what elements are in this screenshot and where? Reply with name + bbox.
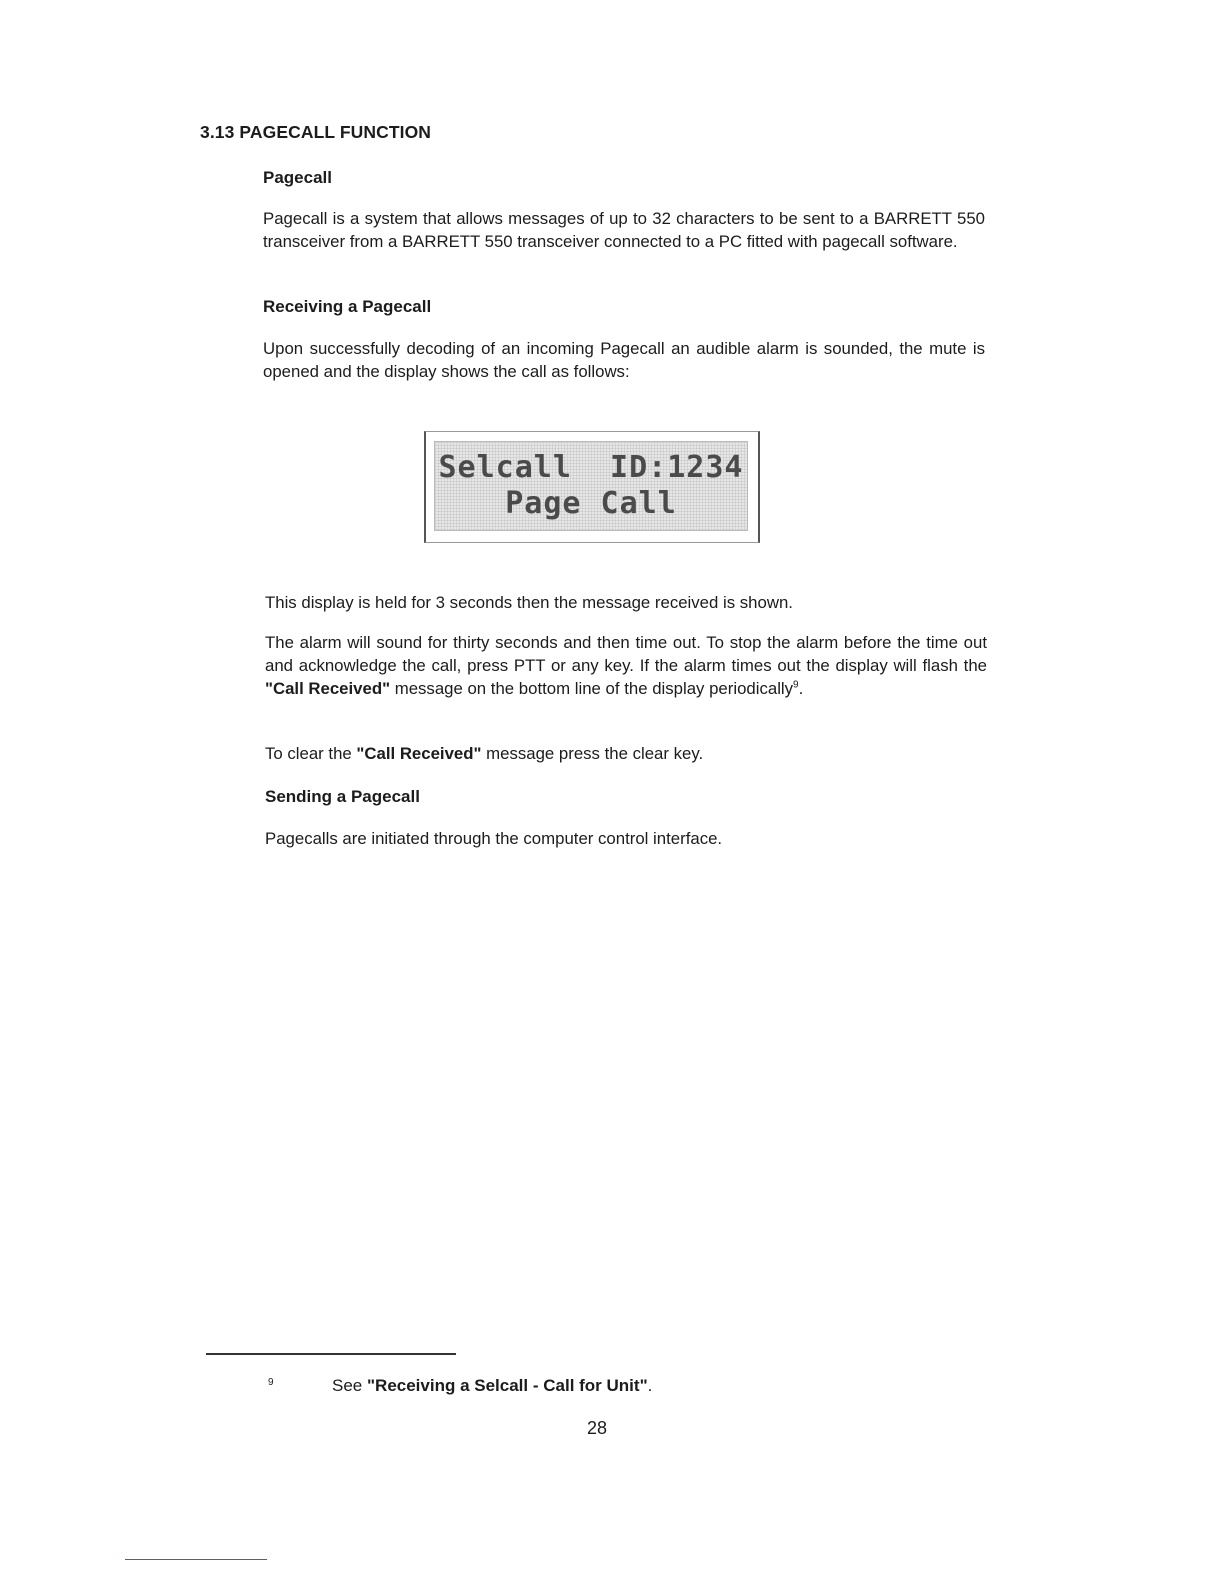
footnote-reference: 9 (793, 679, 799, 691)
receiving-heading: Receiving a Pagecall (263, 297, 432, 316)
footnote-number: 9 (268, 1377, 274, 1388)
lcd-line-1: Selcall ID:1234 (438, 450, 744, 485)
alarm-text-2: message on the bottom line of the display periodically (390, 679, 794, 698)
footnote-suffix: . (647, 1376, 653, 1395)
alarm-text-1: The alarm will sound for thirty seconds and then time out. To stop the alarm before the time out and acknowledge the call, press PTT or any key. If the alarm times out the display will flash the (265, 633, 987, 675)
call-received-term: "Call Received" (265, 679, 391, 698)
clear-paragraph (265, 742, 987, 765)
call-received-term-2: "Call Received" (356, 744, 482, 763)
clear-text-1: To clear the (265, 744, 357, 763)
alarm-paragraph (265, 631, 987, 700)
sending-heading: Sending a Pagecall (265, 787, 420, 806)
pagecall-body: Pagecall is a system that allows messages of up to 32 characters to be sent to a BARRETT 550 transceiver from a BARRETT 550 transceiver connected to a PC fitted with pagecall software. (263, 209, 985, 251)
footnote-bold: "Receiving a Selcall - Call for Unit" (366, 1376, 648, 1395)
bottom-divider (125, 1559, 267, 1560)
alarm-text-end: . (798, 679, 804, 698)
lcd-screen (434, 441, 748, 531)
footnote-text (332, 1376, 652, 1396)
lcd-display-figure (424, 431, 760, 543)
page-number: 28 (586, 1418, 608, 1438)
footnote-prefix: See (332, 1376, 367, 1395)
receiving-body: Upon successfully decoding of an incoming Pagecall an audible alarm is sounded, the mute is opened and the display shows the call as follows: (263, 339, 985, 381)
sending-body: Pagecalls are initiated through the computer control interface. (265, 829, 723, 848)
pagecall-heading: Pagecall (263, 168, 332, 187)
clear-text-2: message press the clear key. (481, 744, 704, 763)
lcd-line-2: Page Call (505, 486, 677, 521)
footnote-divider (206, 1353, 456, 1355)
section-title: 3.13 PAGECALL FUNCTION (200, 122, 432, 142)
display-held-text: This display is held for 3 seconds then the message received is shown. (265, 593, 793, 612)
